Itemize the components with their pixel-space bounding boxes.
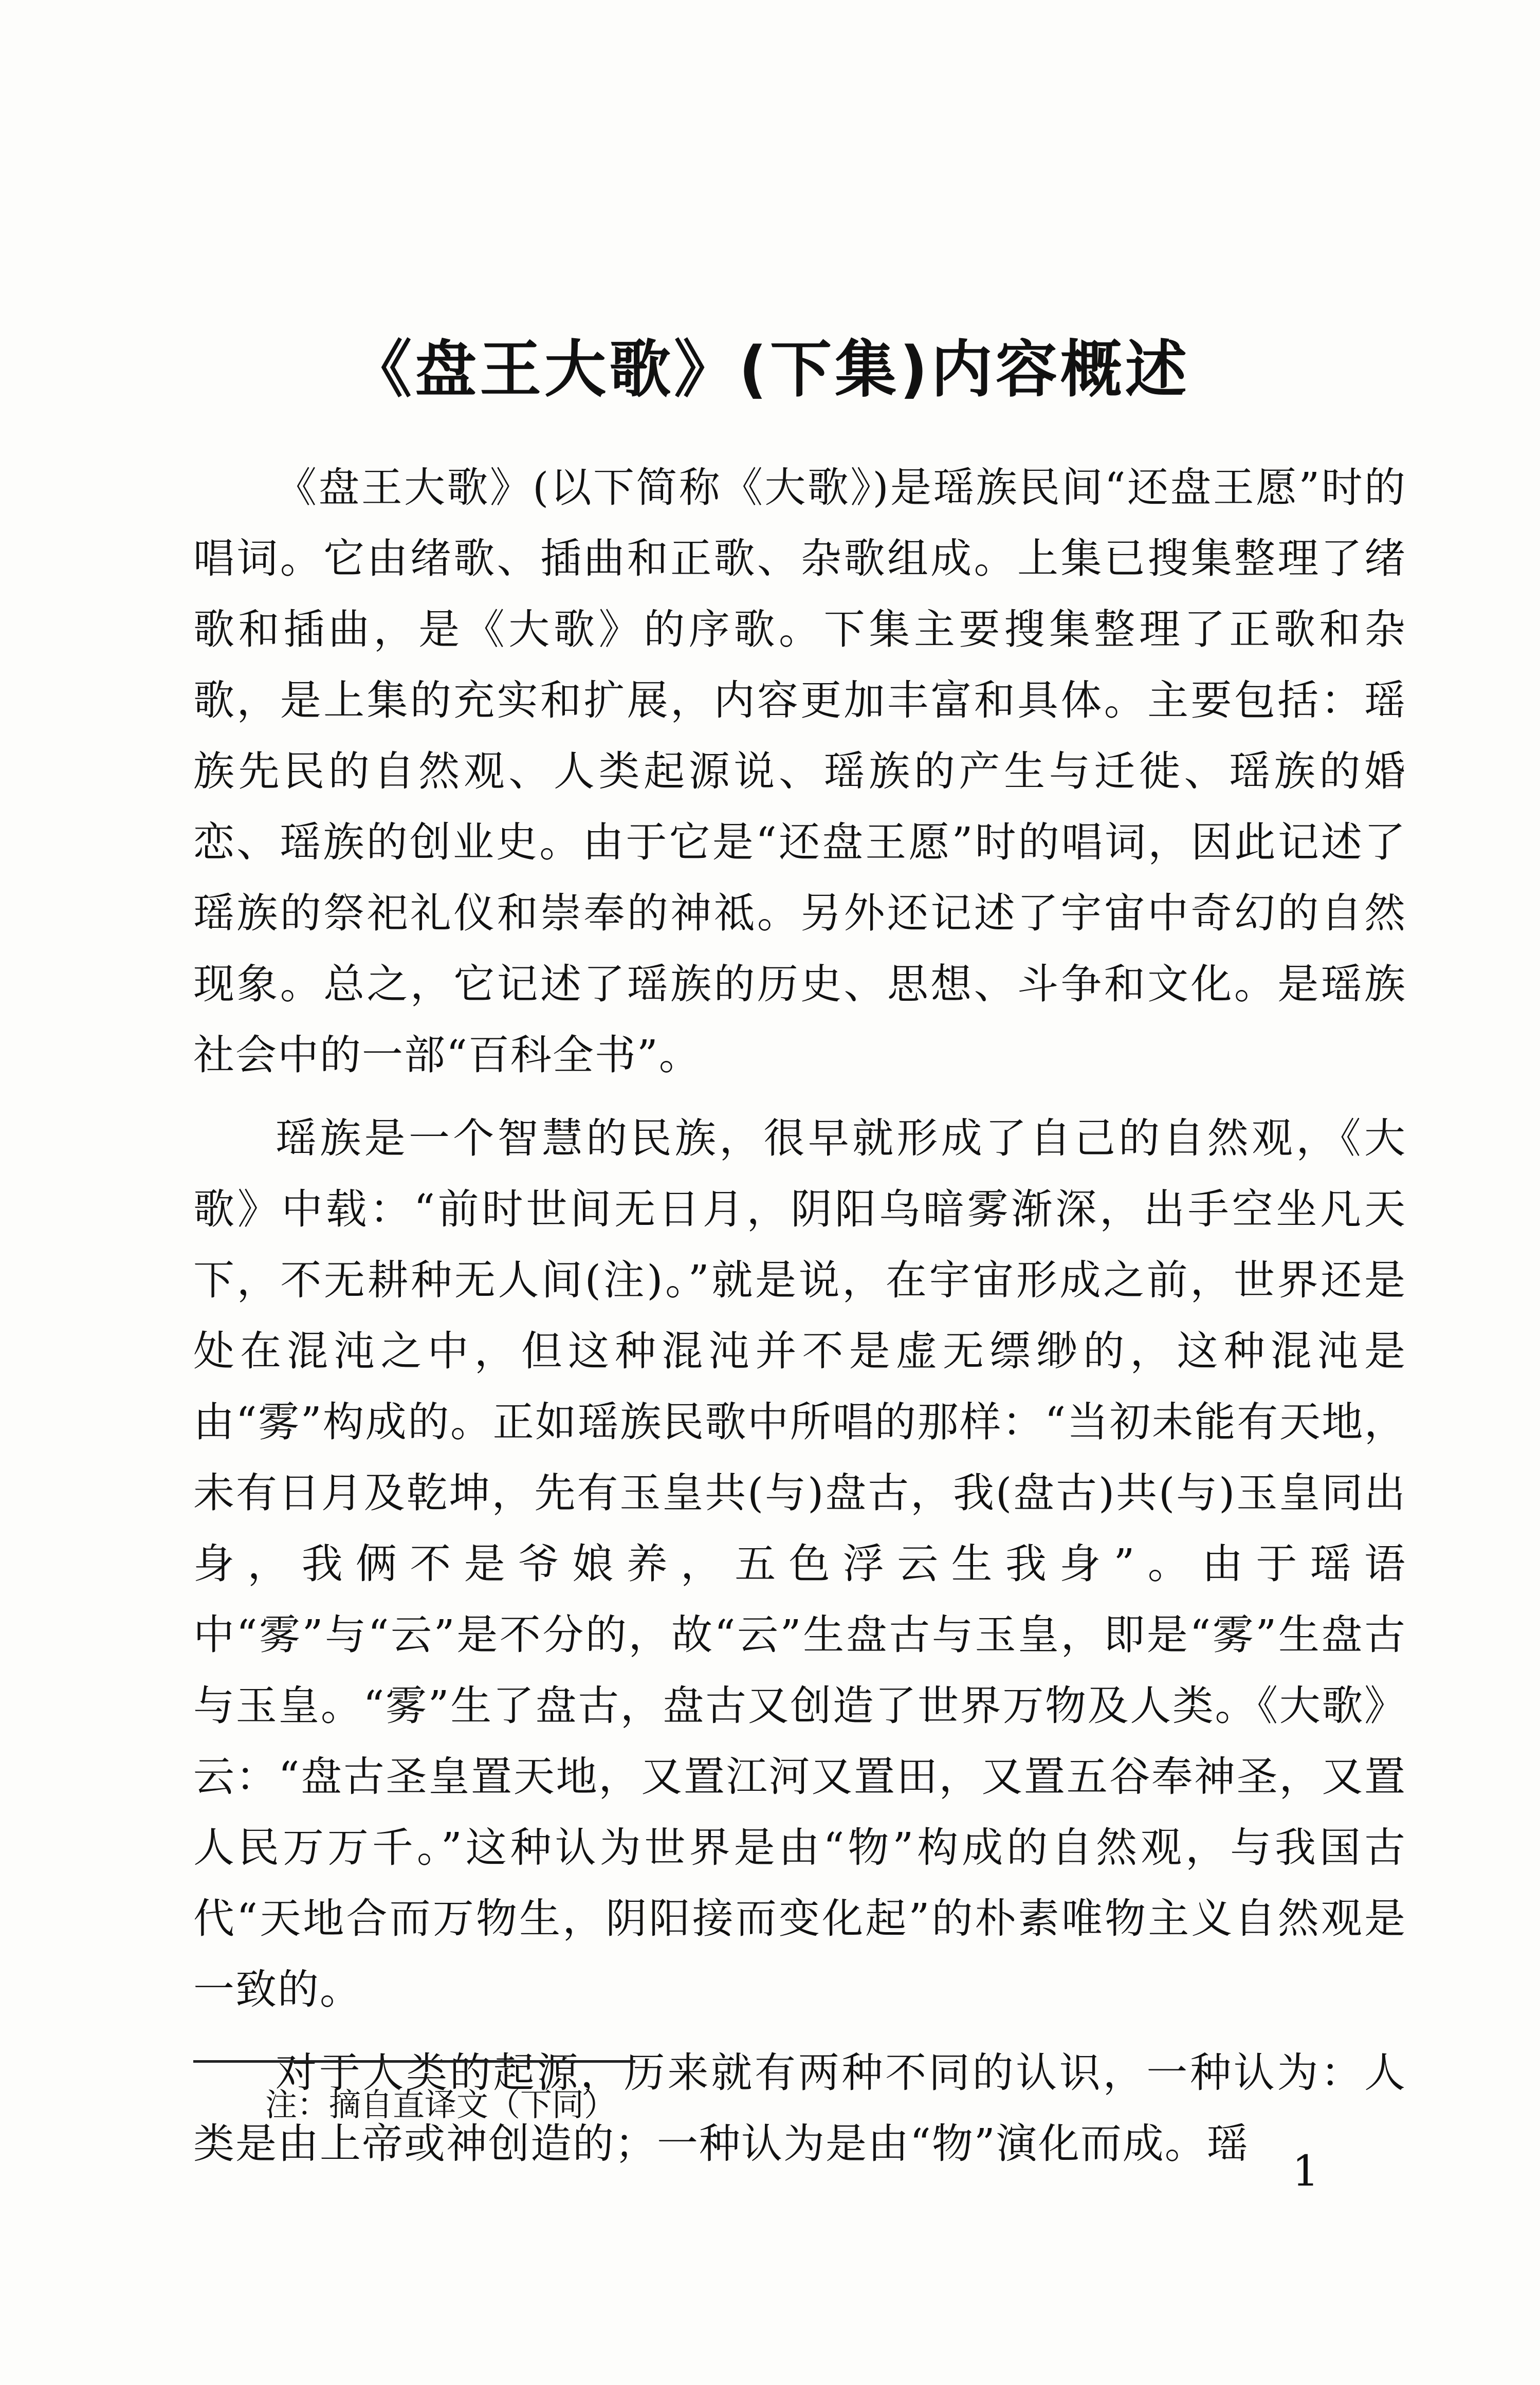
body-text [193,452,1406,2192]
footnote-divider [193,2060,635,2063]
footnote: 注：摘自直译文（下同） [265,2086,616,2123]
page-number: 1 [1292,2147,1319,2196]
paragraph-1: 《盘王大歌》(以下简称《大歌》)是瑶族民间“还盘王愿”时的唱词。它由绪歌、插曲和正歌、杂歌组成。上集已搜集整理了绪歌和插曲，是《大歌》的序歌。下集主要搜集整理了正歌和杂歌，是上集的充实和扩展，内容更加丰富和具体。主要包括：瑶族先民的自然观、人类起源说、瑶族的产生与迁徙、瑶族的婚恋、瑶族的创业史。由于它是“还盘王愿”时的唱词，因此记述了瑶族的祭祀礼仪和崇奉的神祗。另外还记述了宇宙中奇幻的自然现象。总之，它记述了瑶族的历史、思想、斗争和文化。是瑶族社会中的一部“百科全书”。 [193,464,1406,1079]
page-title: 《盘王大歌》(下集)内容概述 [350,334,1190,406]
paragraph-2: 瑶族是一个智慧的民族，很早就形成了自己的自然观，《大歌》中载：“前时世间无日月，阴阳乌暗雾渐深，出手空坐凡天下，不无耕种无人间(注)。”就是说，在宇宙形成之前，世界还是处在混沌之中，但这种混沌并不是虚无缥缈的，这种混沌是由“雾”构成的。正如瑶族民歌中所唱的那样：“当初未能有天地，未有日月及乾坤，先有玉皇共(与)盘古，我(盘古)共(与)玉皇同出身，我俩不是爷娘养，五色浮云生我身”。由于瑶语中“雾”与“云”是不分的，故“云”生盘古与玉皇，即是“雾”生盘古与玉皇。“雾”生了盘古，盘古又创造了世界万物及人类。《大歌》云：“盘古圣皇置天地，又置江河又置田，又置五谷奉神圣，又置人民万万千。”这种认为世界是由“物”构成的自然观，与我国古代“天地合而万物生，阴阳接而变化起”的朴素唯物主义自然观是一致的。 [193,1114,1406,2013]
paragraph-3: 对于人类的起源，历来就有两种不同的认识，一种认为：人类是由上帝或神创造的；一种认为是由“物”演化而成。瑶 [193,2049,1406,2168]
